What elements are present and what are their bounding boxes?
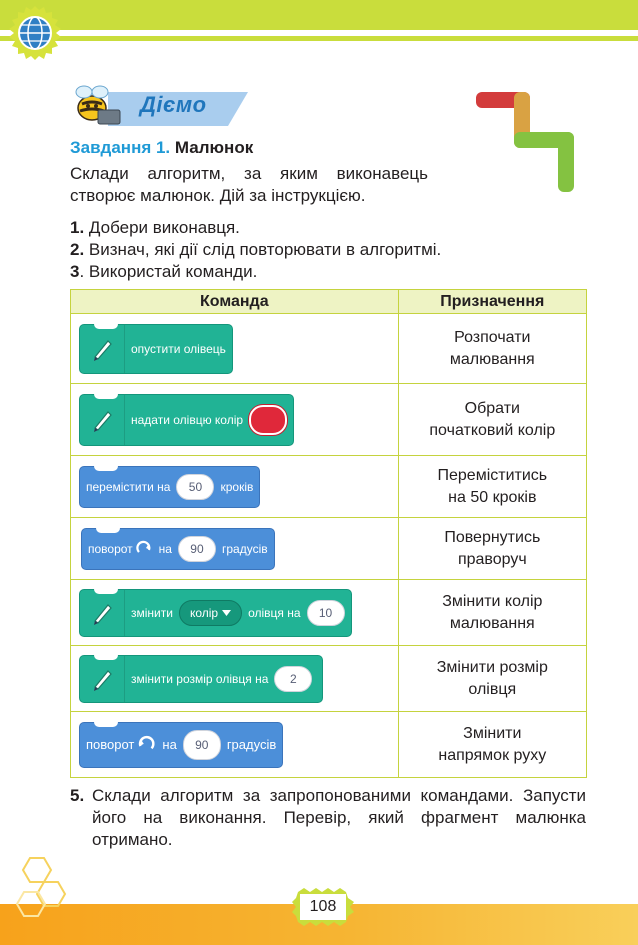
block-label: поворот xyxy=(88,541,133,556)
step-3: 3. Використай команди. xyxy=(70,262,258,281)
header-command: Команда xyxy=(71,290,399,314)
command-cell xyxy=(71,518,399,580)
turn-right-block xyxy=(81,528,275,570)
purpose-cell: Змінити розмір олівця xyxy=(398,646,586,712)
task-number: Завдання 1. xyxy=(70,138,171,157)
set-pen-color-block xyxy=(79,394,294,446)
table-row xyxy=(71,384,587,456)
change-pen-block xyxy=(79,589,352,637)
rotate-right-icon xyxy=(135,540,153,558)
purpose-cell: Змінити напрямок руху xyxy=(398,712,586,778)
size-value: 2 xyxy=(274,666,312,692)
block-label: градусів xyxy=(226,737,277,752)
pen-icon xyxy=(89,336,115,362)
task-name: Малюнок xyxy=(174,138,254,157)
command-cell xyxy=(71,384,399,456)
table-row xyxy=(71,518,587,580)
block-label: градусів xyxy=(221,541,268,556)
color-swatch xyxy=(249,405,287,435)
steps-value: 50 xyxy=(176,474,214,500)
block-label: поворот xyxy=(86,737,135,752)
page-number: 108 xyxy=(309,898,337,915)
block-label: змінити розмір олівця на xyxy=(131,671,269,686)
block-label: змінити xyxy=(131,605,173,620)
block-label: кроків xyxy=(220,479,254,494)
pen-icon xyxy=(89,407,115,433)
purpose-cell: Розпочати малювання xyxy=(398,314,586,384)
command-cell xyxy=(71,646,399,712)
section-title: Діємо xyxy=(140,92,207,117)
purpose-cell: Переміститись на 50 кроків xyxy=(398,456,586,518)
table-row xyxy=(71,646,587,712)
table-row xyxy=(71,456,587,518)
command-cell xyxy=(71,712,399,778)
change-value: 10 xyxy=(307,600,345,626)
block-label: олівця на xyxy=(248,605,301,620)
command-cell xyxy=(71,456,399,518)
table-row xyxy=(71,712,587,778)
block-label: надати олівцю колір xyxy=(131,412,244,427)
table-row xyxy=(71,314,587,384)
table-header xyxy=(71,290,587,314)
purpose-cell: Повернутись праворуч xyxy=(398,518,586,580)
header-purpose: Призначення xyxy=(398,290,586,314)
block-label: на xyxy=(158,541,172,556)
task-title xyxy=(70,138,253,158)
purpose-cell: Обрати початковий колір xyxy=(398,384,586,456)
purpose-cell: Змінити колір малювання xyxy=(398,580,586,646)
steps-list xyxy=(70,217,590,283)
header-band xyxy=(0,0,638,30)
block-label: на xyxy=(162,737,177,752)
table-row xyxy=(71,580,587,646)
globe-icon xyxy=(6,4,64,62)
pen-down-block xyxy=(79,324,233,374)
degrees-value: 90 xyxy=(178,536,216,562)
block-label: перемістити на xyxy=(86,479,171,494)
step-1: 1. Добери виконавця. xyxy=(70,218,240,237)
turn-left-block xyxy=(79,722,283,768)
block-label: опустити олівець xyxy=(131,341,226,356)
header-line xyxy=(0,36,638,41)
commands-table xyxy=(70,289,587,778)
degrees-value: 90 xyxy=(183,730,221,760)
blocks-decoration xyxy=(474,88,580,194)
pen-icon xyxy=(89,600,115,626)
step-5: 5. Склади алгоритм за запропонованими командами. Запусти його на виконання. Перевір, який фрагмент малюнка отримано. xyxy=(70,786,586,849)
pen-param-dropdown: колір xyxy=(179,600,242,626)
task-intro: Склади алгоритм, за яким виконавець створює малюнок. Дій за інструкцією. xyxy=(70,164,428,205)
honeycomb-decoration xyxy=(10,856,70,926)
rotate-left-icon xyxy=(136,735,156,755)
chevron-down-icon xyxy=(222,610,231,616)
command-cell xyxy=(71,580,399,646)
change-pen-size-block xyxy=(79,655,323,703)
pen-icon xyxy=(89,666,115,692)
command-cell xyxy=(71,314,399,384)
step-2: 2. Визнач, які дії слід повторювати в алгоритмі. xyxy=(70,240,442,259)
move-block xyxy=(79,466,260,508)
